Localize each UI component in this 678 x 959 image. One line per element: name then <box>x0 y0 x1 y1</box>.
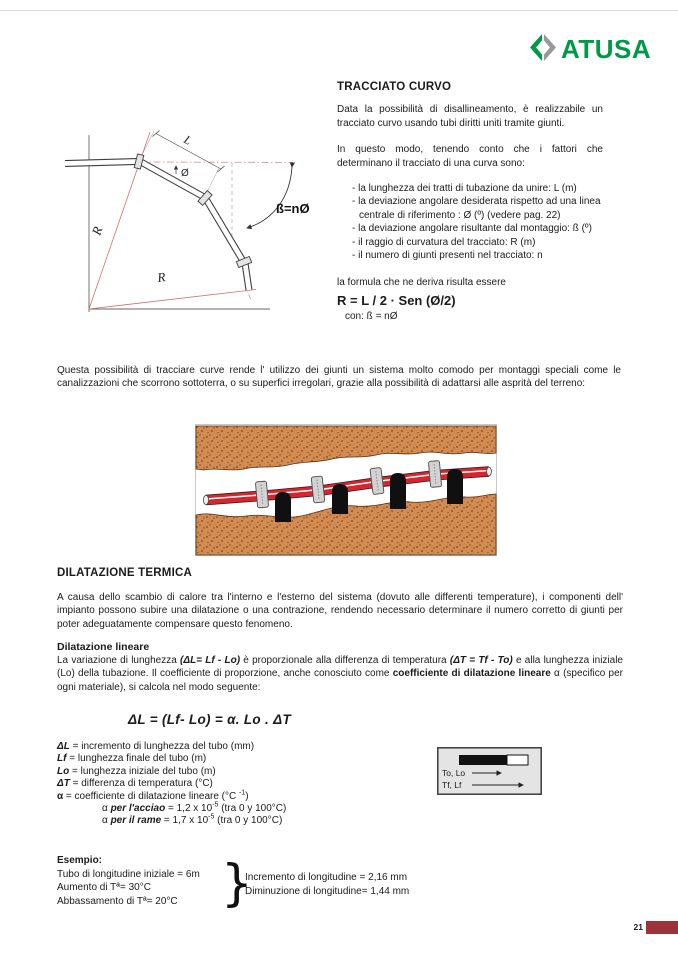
bar-expansion <box>507 755 528 765</box>
label-to-lo: To, Lo <box>442 768 466 778</box>
definitions-list <box>57 741 447 828</box>
formula-intro: la formula che ne deriva risulta essere <box>337 277 506 289</box>
def-text: = coefficiente di dilatazione lineare (°C <box>63 790 240 802</box>
def-superscript: -1 <box>239 789 246 797</box>
alpha-value: = 1,7 x 10 <box>161 815 209 827</box>
lineare-seg: α (specifico per ogni materiale), si calcola nel modo seguente: <box>57 668 623 693</box>
bar-initial-length <box>459 755 507 765</box>
alpha-superscript: -5 <box>212 801 219 809</box>
esempio-line: Tubo di longitudine iniziale = 6m <box>57 868 200 880</box>
lineare-title: Dilatazione lineare <box>57 641 150 653</box>
label-phi: Ø <box>181 168 189 179</box>
result-line: Diminuzione di longitudine= 1,44 mm <box>245 886 410 897</box>
def-text: = incremento di lunghezza del tubo (mm) <box>69 741 255 752</box>
bullet-item: - la lunghezza dei tratti di tubazione da unire: L (m) <box>352 183 577 195</box>
alpha-symbol: α <box>102 815 111 827</box>
mid-paragraph: Questa possibilità di tracciare curve rende l' utilizzo dei giunti un sistema molto comodo per montaggi speciali come le canalizzazioni che scorrono sottoterra, o su superfici irregolari, grazie alla possibilità di adattarsi alle asprità del terreno: <box>57 365 621 390</box>
alpha-range: (tra 0 y 100°C) <box>218 803 287 815</box>
def-term: ΔT <box>57 778 70 790</box>
tracciato-section <box>337 81 603 324</box>
bullet-item: - la deviazione angolare desiderata rispetto ad una linea centrale di riferimento : Ø (º) (vedere pag. 22) <box>352 196 601 221</box>
tracciato-bullets <box>347 182 603 276</box>
alpha-steel-row <box>102 803 447 815</box>
joint-1 <box>134 154 144 169</box>
alpha-copper-row <box>102 815 447 827</box>
page-number: 21 <box>633 922 643 932</box>
logo-text: ATUSA <box>561 34 652 63</box>
bullet-item: - il raggio di curvatura del tracciato: R (m) <box>352 236 536 248</box>
tracciato-para1: Data la possibilità di disallineamento, è realizzabile un tracciato curvo usando tubi diritti uniti tramite giunti. <box>337 104 603 129</box>
atusa-logo <box>528 32 678 63</box>
radius-formula: R = L / 2 · Sen (Ø/2) <box>337 292 456 308</box>
label-L: L <box>181 132 195 148</box>
lineare-seg: e alla lunghezza iniziale (Lo) della tubazione. Il coefficiente di proporzione, anche conosciuto come <box>57 655 623 680</box>
label-beta: ß=nØ <box>276 201 310 216</box>
result-line: Incremento di longitudine = 2,16 mm <box>245 872 408 883</box>
esempio-title: Esempio: <box>57 855 103 866</box>
lineare-seg-formula: (ΔT = Tf - To) <box>449 655 513 666</box>
def-term: ΔL <box>57 741 70 752</box>
lineare-seg-formula: (ΔL= Lf - Lo) <box>180 655 241 666</box>
logo-diamond-right-icon <box>544 34 556 61</box>
lineare-seg: La variazione di lunghezza <box>57 655 181 666</box>
dim-extension-2 <box>206 168 219 194</box>
def-text: = lunghezza iniziale del tubo (m) <box>69 765 216 777</box>
bullet-item: - il numero di giunti presenti nel tracciato: n <box>352 250 543 262</box>
dim-extension-1 <box>141 131 154 157</box>
alpha-material: per il rame <box>110 815 162 827</box>
dilatazione-para: A causa dello scambio di calore tra l'interno e l'esterno del sistema (dovuto alle differenti temperature), i componenti dell' impianto possono subire una dilatazione o una contrazione, rendendo necessario determinare il numero corretto di giunti per poter adeguatamente compensare questo fenomeno. <box>57 592 623 630</box>
tracciato-title: TRACCIATO CURVO <box>337 81 452 93</box>
def-term: Lo <box>57 765 70 777</box>
definition-row <box>57 778 447 790</box>
def-text: ) <box>245 790 249 802</box>
alpha-symbol: α <box>102 803 111 815</box>
dilatazione-title: DILATAZIONE TERMICA <box>57 567 192 579</box>
tracciato-para2: In questo modo, tenendo conto che i fattori che determinano il tracciato di una curva sono: <box>337 144 603 169</box>
top-rule <box>0 10 678 11</box>
label-R1: R <box>88 224 106 237</box>
brace-glyph: } <box>221 854 253 912</box>
lineare-para <box>57 654 623 694</box>
esempio-block <box>57 854 200 908</box>
def-term: α <box>57 790 64 802</box>
expansion-schematic <box>437 747 542 800</box>
lineare-seg: è proporzionale alla differenza di temperatura <box>240 655 450 666</box>
def-text: = lunghezza finale del tubo (m) <box>66 753 207 765</box>
definition-row <box>57 791 447 803</box>
logo-diamond-left-icon <box>530 34 542 61</box>
alpha-range: (tra 0 y 100°C) <box>214 815 283 827</box>
formula-note: con: ß = nØ <box>345 311 398 323</box>
esempio-line: Aumento di Tª= 30°C <box>57 882 151 893</box>
alpha-material: per l'acciao <box>110 803 166 815</box>
esempio-line: Abbassamento di Tª= 20°C <box>57 895 178 907</box>
centerline-dashdot <box>140 162 293 163</box>
label-R2: R <box>156 269 167 285</box>
definition-row <box>57 741 447 753</box>
lineare-seg-bold: coefficiente di dilatazione lineare <box>392 668 551 680</box>
beta-arc <box>247 167 292 228</box>
curve-diagram <box>40 120 330 325</box>
esempio-results <box>245 871 409 899</box>
def-text: = differenza di temperatura (°C) <box>69 778 213 790</box>
alpha-superscript: -5 <box>208 814 215 822</box>
alpha-value: = 1,2 x 10 <box>165 803 213 815</box>
label-tf-lf: Tf, Lf <box>442 780 462 790</box>
underground-illustration <box>195 424 497 561</box>
definition-row <box>57 766 447 778</box>
expansion-formula: ΔL = (Lf- Lo) = α. Lo . ΔT <box>128 712 292 727</box>
bullet-item: - la deviazione angolare risultante dal montaggio: ß (º) <box>352 223 592 235</box>
definition-row <box>57 753 447 765</box>
radius-line-2 <box>89 290 256 310</box>
footer-red-bar <box>646 921 678 934</box>
def-term: Lf <box>57 753 67 765</box>
